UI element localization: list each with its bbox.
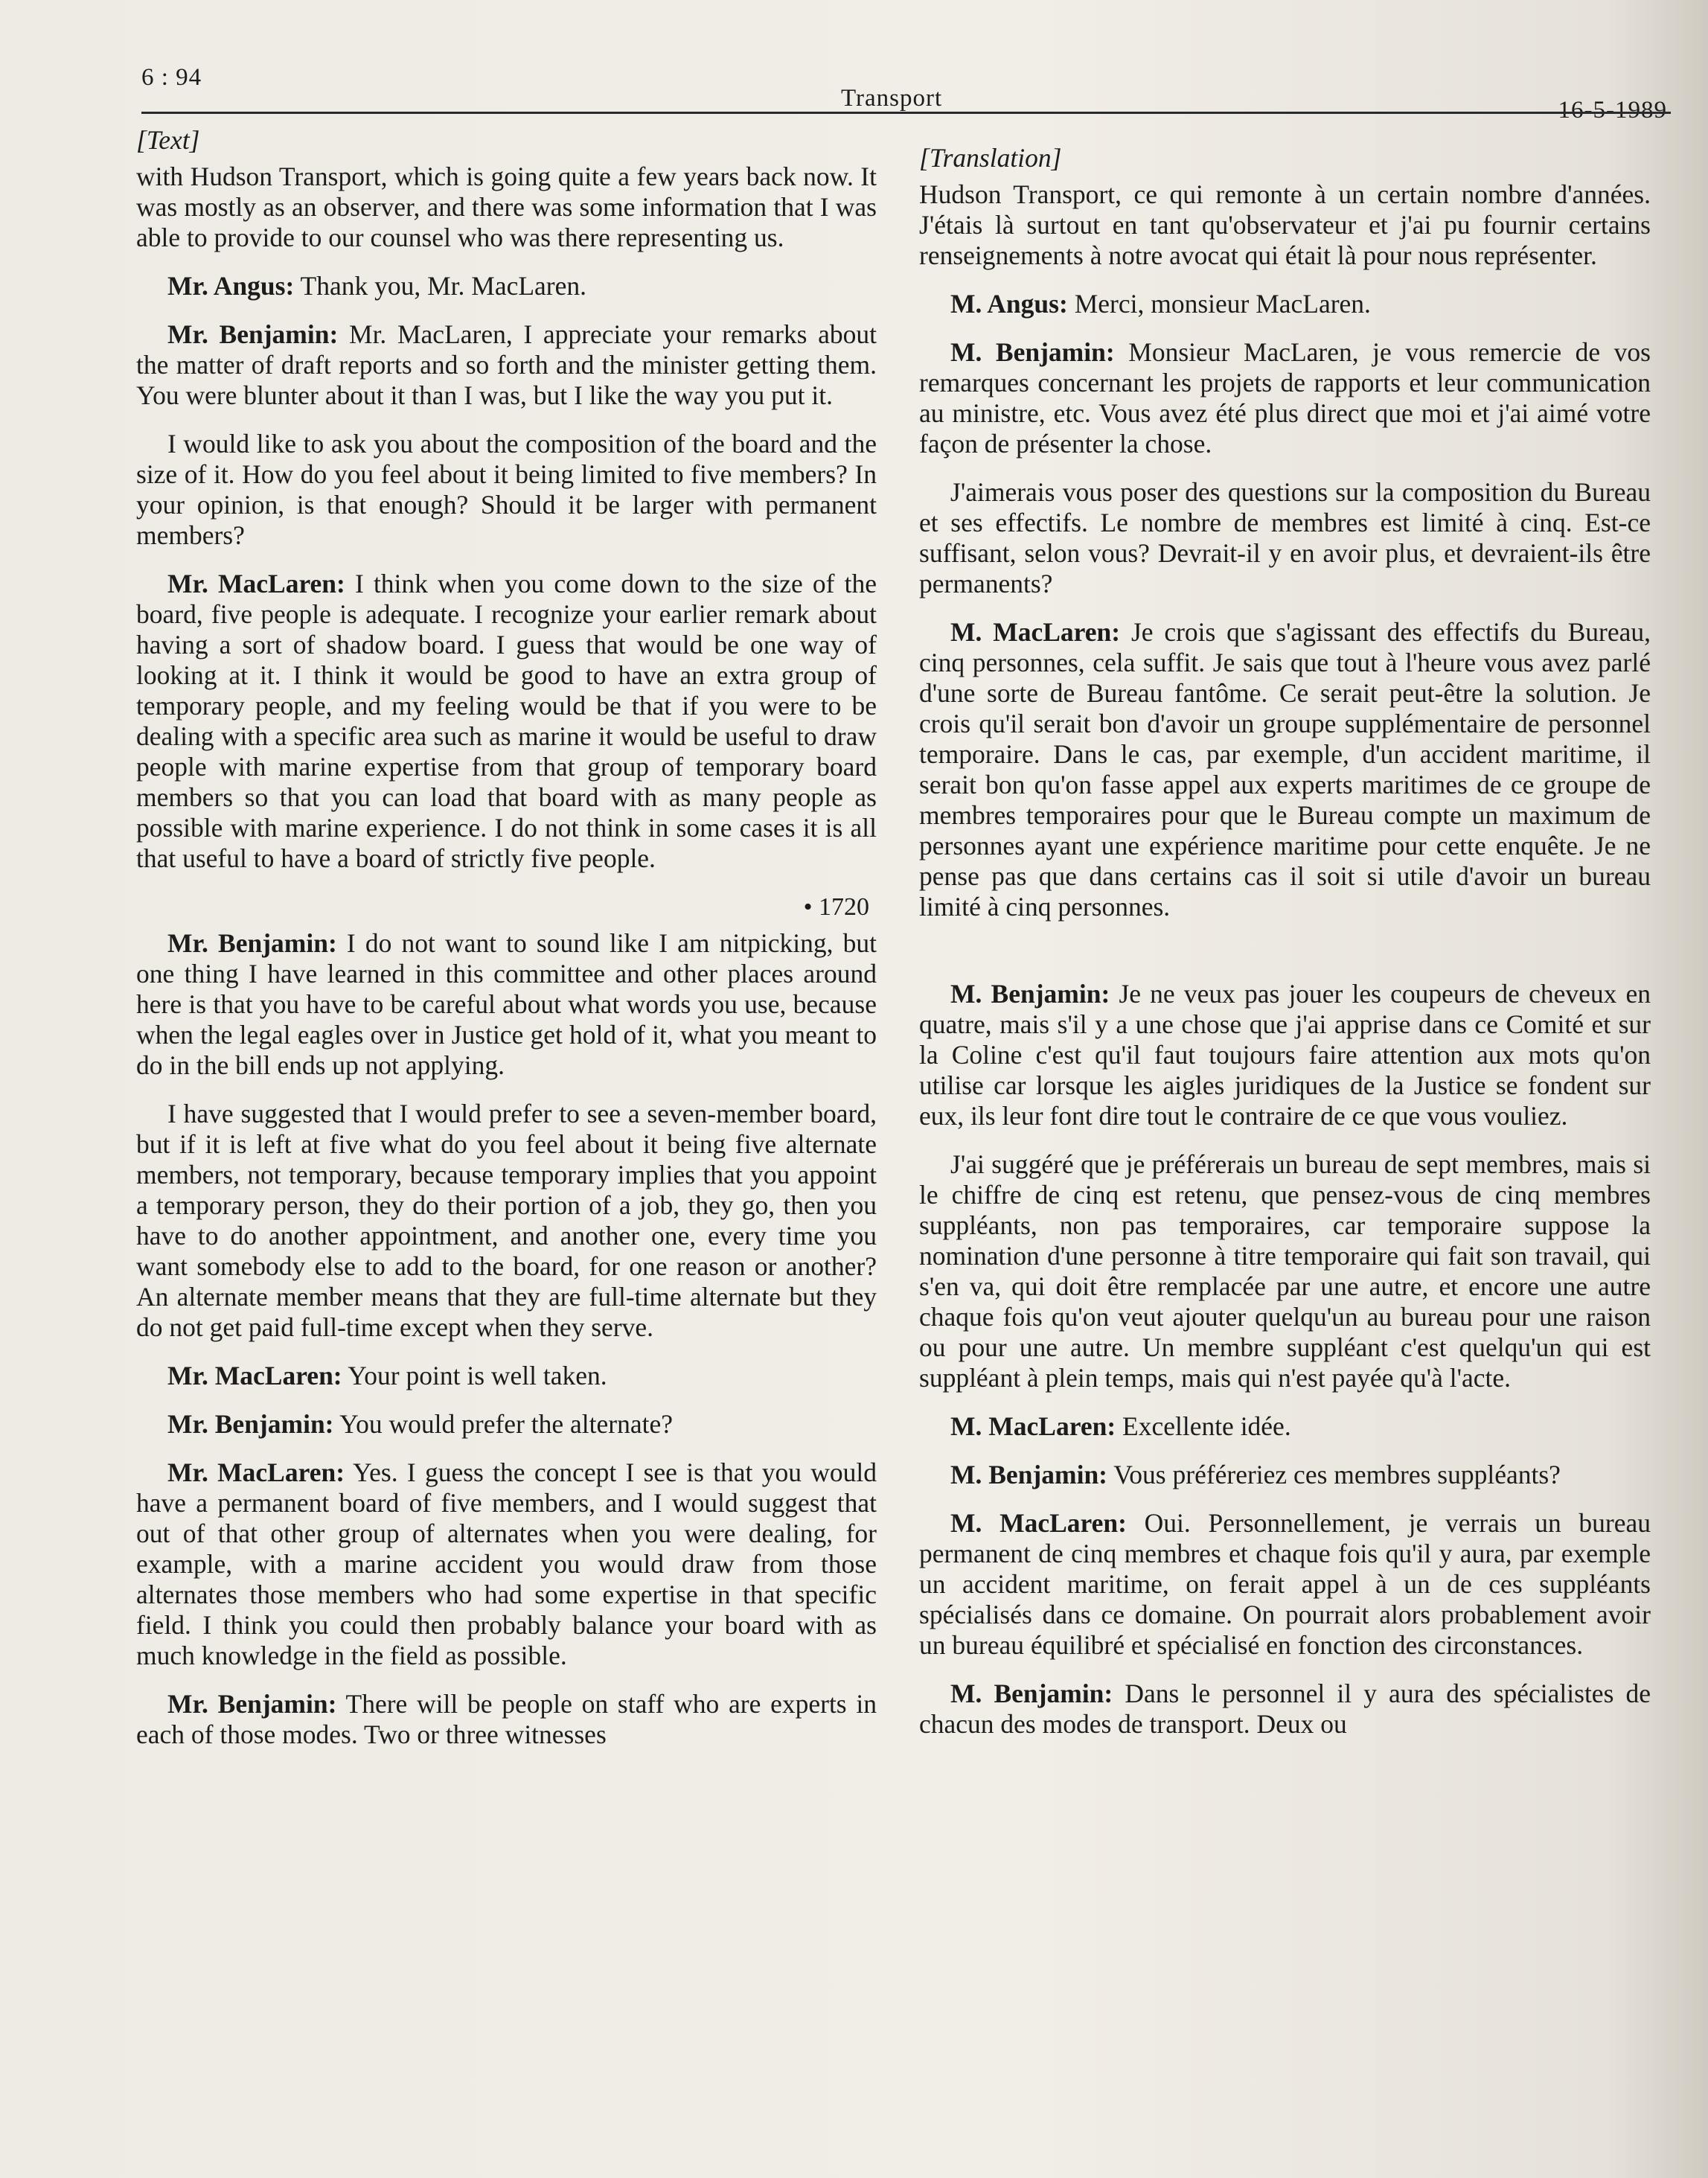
sitting-date: 16-5-1989: [1558, 97, 1667, 124]
speaker: Mr. Benjamin:: [167, 928, 337, 958]
speech-text: J'aimerais vous poser des questions sur la composition du Bureau et ses effectifs. Le nombre de membres est limité à cinq. Est-ce suffisant, selon vous? Devrait-il y en avoir plus, et devraient-ils être permanents?: [919, 477, 1651, 598]
speaker: M. MacLaren:: [950, 1411, 1116, 1441]
speaker: M. Benjamin:: [950, 1679, 1113, 1708]
paragraph: [919, 337, 1651, 459]
english-column: [136, 125, 877, 1768]
paragraph: [919, 979, 1651, 1131]
speech-text: Dans le personnel il y aura des spécialistes de chacun des modes de transport. Deux ou: [919, 1679, 1651, 1739]
running-title: Transport: [841, 85, 943, 112]
column-label: [Text]: [136, 125, 200, 155]
speech-text: Vous préféreriez ces membres suppléants?: [1113, 1460, 1561, 1489]
page-number: 6 : 94: [141, 64, 202, 91]
speaker: M. Benjamin:: [950, 1460, 1108, 1489]
speech-text: Oui. Personnellement, je verrais un bureau permanent de cinq membres et chaque fois qu'il y aura, par exemple un accident maritime, on ferait appel à un de ces suppléants spécialisés dans ce domaine. On pourrait alors probablement avoir un bureau équilibré et spécialisé en fonction des circonstances.: [919, 1508, 1651, 1660]
paragraph: [136, 569, 877, 874]
paragraph: [919, 1460, 1651, 1490]
speaker: Mr. MacLaren:: [167, 1457, 345, 1487]
speech-text: Thank you, Mr. MacLaren.: [300, 271, 587, 301]
speaker: Mr. MacLaren:: [167, 569, 345, 598]
header-rule: [141, 112, 1671, 114]
paragraph: [136, 1457, 877, 1671]
speaker: Mr. Benjamin:: [167, 319, 339, 349]
speaker: Mr. Angus:: [167, 271, 295, 301]
speech-text: Excellente idée.: [1122, 1411, 1291, 1441]
speaker: M. MacLaren:: [950, 617, 1121, 647]
time-marker: • 1720: [803, 893, 869, 921]
column-label: [Translation]: [919, 143, 1062, 173]
speech-text: Je crois que s'agissant des effectifs du Bureau, cinq personnes, cela suffit. Je sais que tout à l'heure vous avez parlé d'une sorte de Bureau fantôme. Ce serait peut-être la solution. Je crois qu'il serait bon d'avoir un groupe supplémentaire de personnel temporaire. Dans le cas, par exemple, d'un accident maritime, il serait bon qu'on fasse appel aux experts maritimes de ce groupe de membres temporaires pour que le Bureau compte un maximum de personnes ayant une expérience maritime pour cette enquête. Je ne pense pas que dans certains cas il soit si utile d'avoir un bureau limité à cinq personnes.: [919, 617, 1651, 922]
paragraph: [136, 1689, 877, 1750]
speech-text: J'ai suggéré que je préférerais un bureau de sept membres, mais si le chiffre de cinq est retenu, que pensez-vous de cinq membres suppléants, non pas temporaires, car temporaire suppose la nomination d'une personne à titre temporaire qui fait son travail, qui s'en va, qui doit être remplacée par une autre, et encore une autre chaque fois qu'on veut ajouter quelqu'un au bureau pour une raison ou pour une autre. Un membre suppléant c'est quelqu'un qui est suppléant à plein temps, mais qui n'est payée qu'à l'acte.: [919, 1149, 1651, 1393]
speech-text: Je ne veux pas jouer les coupeurs de cheveux en quatre, mais s'il y a une chose que j'ai apprise dans ce Comité et sur la Coline c'est qu'il faut toujours faire attention aux mots qu'on utilise car lorsque les aigles juridiques de la Justice se fondent sur eux, ils leur font dire tout le contraire de ce que vous vouliez.: [919, 979, 1651, 1131]
paragraph: [919, 1679, 1651, 1740]
french-column: [919, 143, 1651, 1757]
speech-text: Monsieur MacLaren, je vous remercie de vos remarques concernant les projets de rapports et leur communication au ministre, etc. Vous avez été plus direct que moi et j'ai aimé votre façon de présenter la chose.: [919, 337, 1651, 459]
speech-text: Merci, monsieur MacLaren.: [1074, 289, 1371, 319]
speaker: Mr. Benjamin:: [167, 1409, 334, 1439]
paragraph: [136, 319, 877, 411]
paragraph: [919, 1149, 1651, 1393]
paragraph: [136, 271, 877, 301]
speaker: Mr. Benjamin:: [167, 1689, 337, 1719]
page-header: [141, 64, 1667, 124]
paragraph: [136, 1409, 877, 1440]
speech-text: with Hudson Transport, which is going quite a few years back now. It was mostly as an observer, and there was some information that I was able to provide to our counsel who was there representing us.: [136, 162, 877, 252]
paragraph: [136, 429, 877, 551]
speaker: M. Benjamin:: [950, 337, 1115, 367]
speech-text: You would prefer the alternate?: [339, 1409, 673, 1439]
paragraph: [136, 928, 877, 1081]
speaker: Mr. MacLaren:: [167, 1361, 342, 1390]
speaker: M. MacLaren:: [950, 1508, 1127, 1538]
speech-text: I would like to ask you about the composition of the board and the size of it. How do you feel about it being limited to five members? In your opinion, is that enough? Should it be larger with permanent members?: [136, 429, 877, 550]
paragraph: [919, 179, 1651, 271]
speech-text: I think when you come down to the size of the board, five people is adequate. I recognize your earlier remark about having a sort of shadow board. I guess that would be one way of looking at it. I think it would be good to have an extra group of temporary people, and my feeling would be that if you were to be dealing with a specific area such as marine it would be useful to draw people with marine expertise from that group of temporary board members so that you can load that board with as many people as possible with marine experience. I do not think in some cases it is all that useful to have a board of strictly five people.: [136, 569, 877, 873]
paragraph: [919, 1411, 1651, 1442]
speaker: M. Benjamin:: [950, 979, 1110, 1009]
speaker: M. Angus:: [950, 289, 1068, 319]
speech-text: Your point is well taken.: [348, 1361, 607, 1390]
paragraph: [136, 1361, 877, 1391]
paragraph: [136, 162, 877, 253]
paragraph: [919, 477, 1651, 599]
speech-text: I have suggested that I would prefer to see a seven-member board, but if it is left at five what do you feel about it being five alternate members, not temporary, because temporary implies that you appoint a temporary person, they do their portion of a job, they go, then you have to do another appointment, and another one, every time you want somebody else to add to the board, for one reason or another? An alternate member means that they are full-time alternate but they do not get paid full-time except when they serve.: [136, 1099, 877, 1342]
paragraph: [919, 1508, 1651, 1661]
paragraph: [919, 289, 1651, 319]
speech-text: There will be people on staff who are experts in each of those modes. Two or three witnesses: [136, 1689, 877, 1749]
speech-text: I do not want to sound like I am nitpicking, but one thing I have learned in this committee and other places around here is that you have to be careful about what words you use, because when the legal eagles over in Justice get hold of it, what you meant to do in the bill ends up not applying.: [136, 928, 877, 1080]
paragraph: [919, 617, 1651, 922]
speech-text: Mr. MacLaren, I appreciate your remarks about the matter of draft reports and so forth and the minister getting them. You were blunter about it than I was, but I like the way you put it.: [136, 319, 877, 410]
speech-text: Hudson Transport, ce qui remonte à un certain nombre d'années. J'étais là surtout en tant qu'observateur et j'ai pu fournir certains renseignements à notre avocat qui était là pour nous représenter.: [919, 179, 1651, 270]
paragraph: [136, 1099, 877, 1343]
speech-text: Yes. I guess the concept I see is that you would have a permanent board of five members, and I would suggest that out of that other group of alternates when you were dealing, for example, with a marine accident you would draw from those alternates those members who had some expertise in that specific field. I think you could then probably balance your board with as much knowledge in the field as possible.: [136, 1457, 877, 1670]
